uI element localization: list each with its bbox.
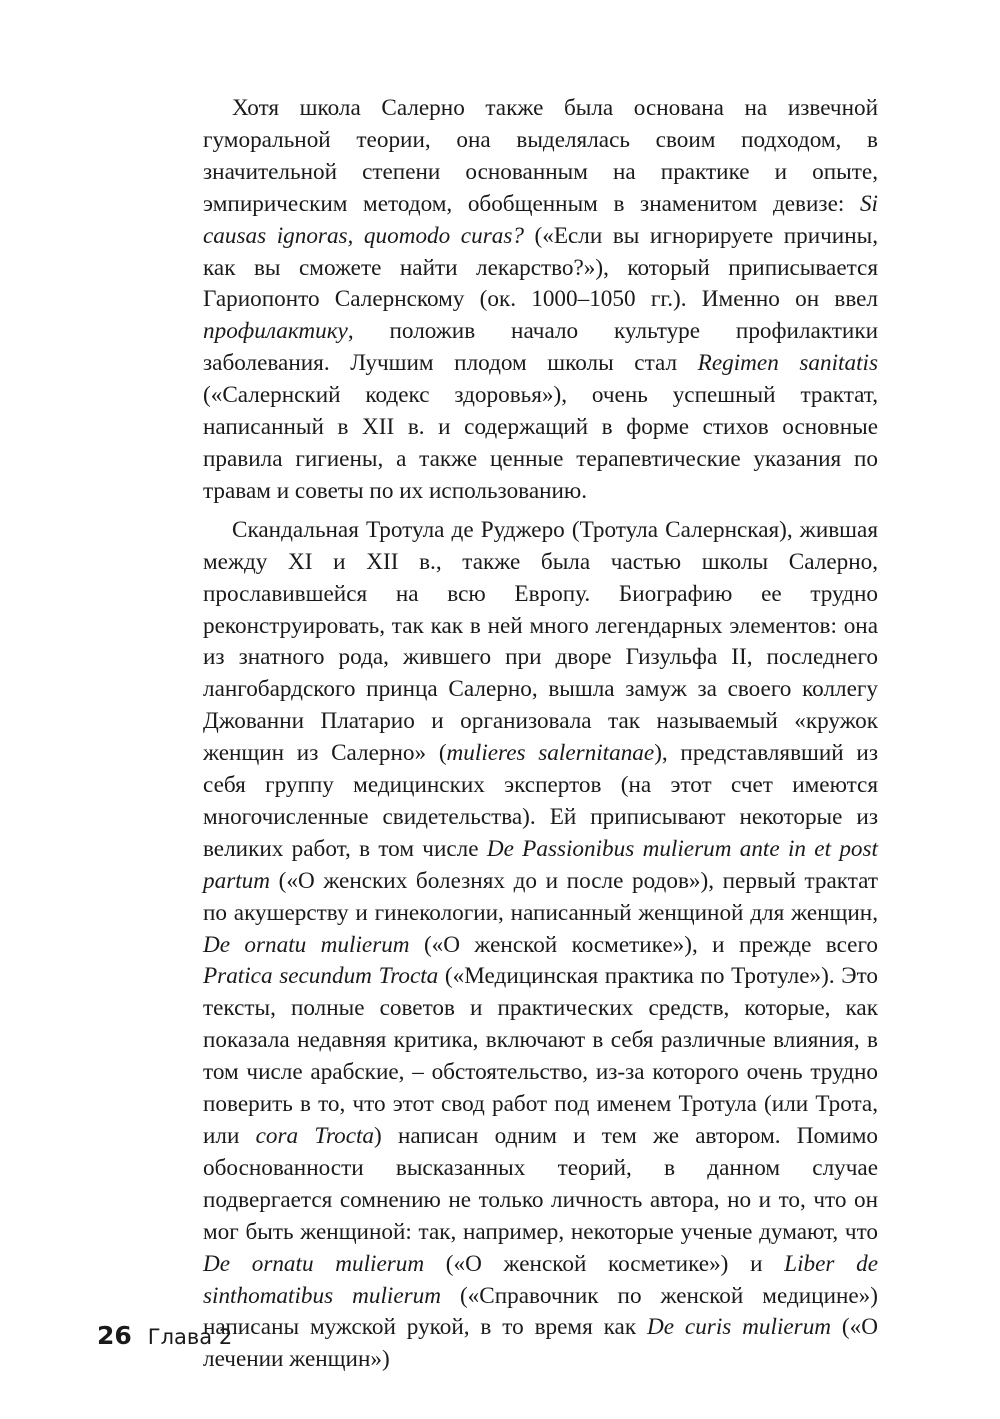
book-title: Pratica secundum Trocta [203, 963, 439, 990]
text-run: («Справочник по женской медицине») написаны мужской рукой, в то время как [203, 1282, 878, 1341]
book-title: Regimen sanitatis [697, 350, 878, 377]
book-title: Liber de sinthomatibus mulierum [203, 1250, 878, 1309]
book-title: De ornatu mulierum [203, 1250, 425, 1277]
paragraph-1 [203, 93, 878, 508]
text-run: ) написан одним и тем же автором. Помимо обоснованности высказанных теорий, в данном случае подвергается сомнению не только личность автора, но и то, что он мог быть женщиной: так, например, некоторые ученые думают, что [203, 1123, 879, 1245]
chapter-label: Глава 2 [147, 1325, 233, 1349]
text-run: («О лечении женщин») [203, 1314, 878, 1373]
body-text [203, 93, 878, 1376]
text-run: Хотя школа Салерно также была основана на извечной гуморальной теории, она выделялась своим подходом, в значительной степени основанным на практике и опыте, эмпирическим методом, обобщенным в знаменитом девизе: [203, 95, 878, 217]
page-footer [97, 1321, 232, 1350]
emphasis-term: профилактику [203, 318, 348, 345]
text-run: («О женской косметике») и [424, 1250, 785, 1277]
book-title: De Passionibus mulierum ante in et post partum [203, 835, 878, 894]
text-run: , положив начало культуре профилактики заболевания. Лучшим плодом школы стал [203, 318, 878, 377]
text-run: («Медицинская практика по Тротуле»). Это тексты, полные советов и практических средств, которые, как показала недавняя критика, включают в себя различные влияния, в том числе арабские, – обстоятельство, из-за которого очень трудно поверить в то, что этот свод работ под именем Тротула (или Трота, или [203, 963, 878, 1149]
latin-motto: Si causas ignoras, quomodo curas? [203, 190, 878, 249]
text-run: («О женских болезнях до и после родов»), первый трактат по акушерству и гинекологии, написанный женщиной для женщин, [203, 867, 878, 926]
text-run: («Если вы игнорируете причины, как вы сможете найти лекарство?»), который приписывается Гариопонто Салернскому (ок. 1000–1050 гг.). Именно он ввел [203, 222, 878, 313]
latin-term: mulieres salernitanae [446, 740, 655, 767]
paragraph-2 [203, 515, 878, 1376]
text-run: («О женской косметике»), и прежде всего [409, 931, 878, 958]
latin-term: cora Trocta [255, 1123, 375, 1149]
book-title: De ornatu mulierum [203, 931, 410, 958]
text-run: Скандальная Тротула де Руджеро (Тротула Салернская), жившая между XI и XII в., также была частью школы Салерно, прославившейся на всю Европу. Биографию ее трудно реконструировать, так как в ней много легендарных элементов: она из знатного рода, жившего при дворе Гизульфа II, последнего лангобардского принца Салерно, вышла замуж за своего коллегу Джованни Платарио и организовала так называемый «кружок женщин из Салерно» ( [203, 516, 878, 767]
text-run: («Салернский кодекс здоровья»), очень успешный трактат, написанный в XII в. и содержащий в форме стихов основные правила гигиены, а также ценные терапевтические указания по травам и советы по их использованию. [203, 382, 878, 504]
page-number: 26 [97, 1321, 132, 1350]
text-run: ), представлявший из себя группу медицинских экспертов (на этот счет имеются многочисленные свидетельства). Ей приписывают некоторые из великих работ, в том числе [203, 740, 878, 862]
book-title: De curis mulierum [646, 1314, 832, 1341]
